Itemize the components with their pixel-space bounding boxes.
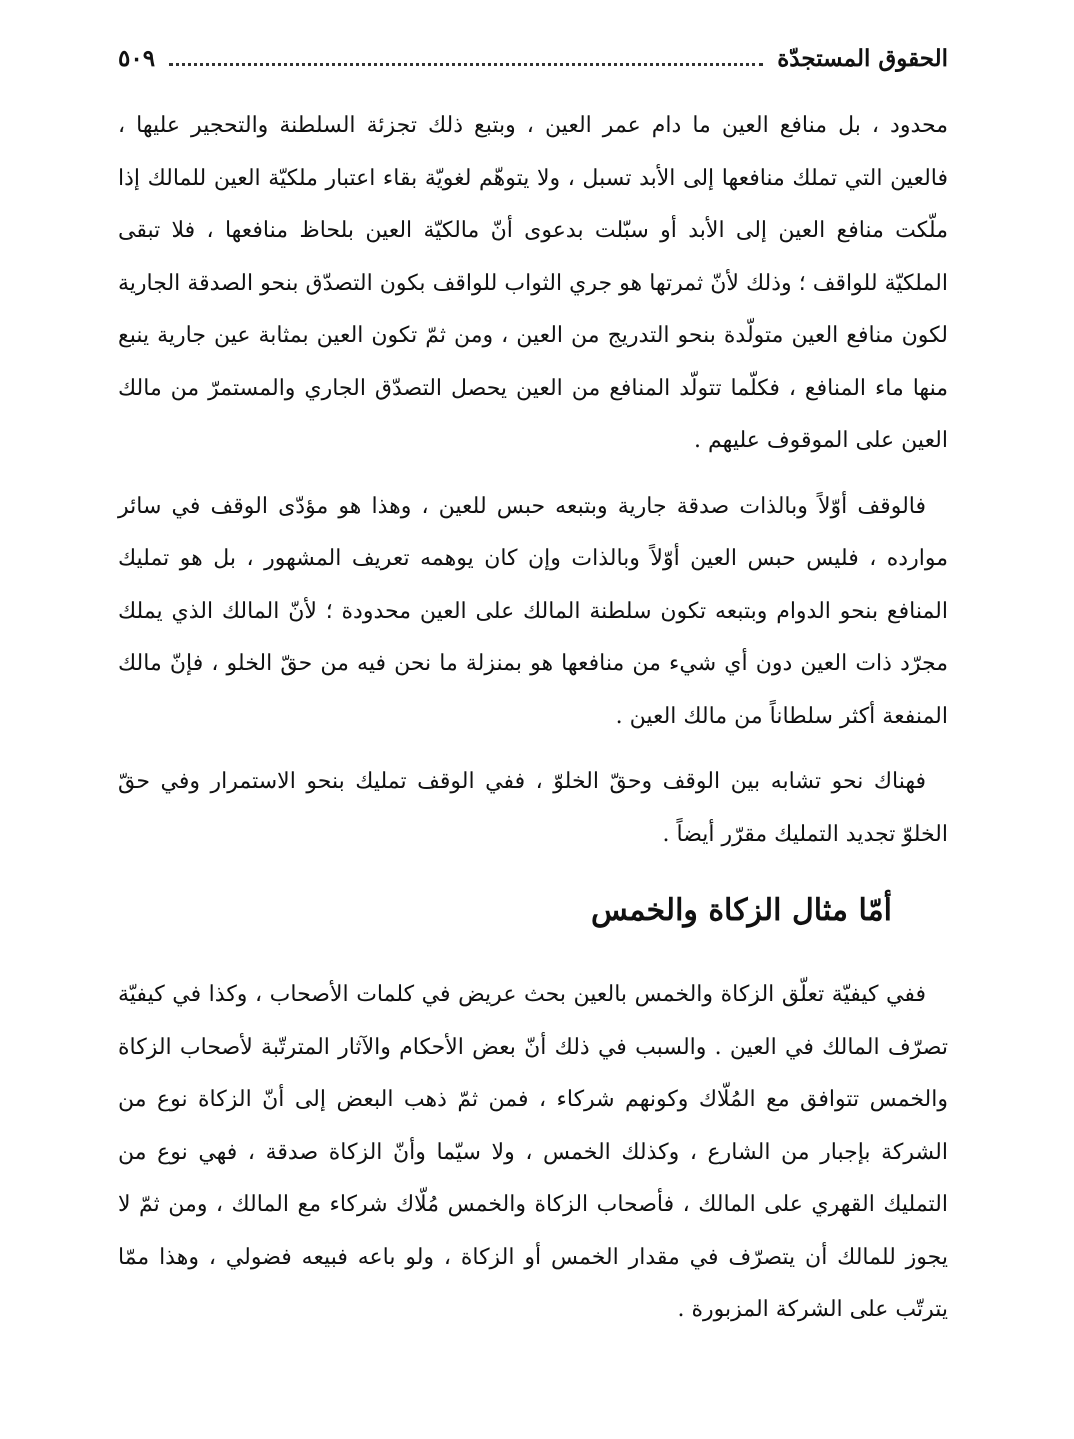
body-text [118, 100, 948, 1337]
paragraph-continuation: محدود ، بل منافع العين ما دام عمر العين ، وبتبع ذلك تجزئة السلطنة والتحجير عليها ، فالعين التي تملك منافعها إلى الأبد تسبل ، ولا يتوهّم لغويّة بقاء اعتبار ملكيّة العين للمالك إذا ملّكت منافع العين إلى الأبد أو سبّلت بدعوى أنّ مالكيّة العين بلحاظ منافعها ، فلا تبقى الملكيّة للواقف ؛ وذلك لأنّ ثمرتها هو جري الثواب للواقف بكون التصدّق بنحو الصدقة الجارية لكون منافع العين متولّدة بنحو التدريج من العين ، ومن ثمّ تكون العين بمثابة عين جارية ينبع منها ماء المنافع ، فكلّما تتولّد المنافع من العين يحصل التصدّق الجاري والمستمرّ من مالك العين على الموقوف عليهم . [118, 113, 948, 453]
page-number: ٥٠٩ [118, 44, 156, 72]
dotted-leader [169, 63, 763, 66]
book-page [118, 30, 948, 1420]
running-header [118, 30, 948, 86]
paragraph-zakat-khums: ففي كيفيّة تعلّق الزكاة والخمس بالعين بحث عريض في كلمات الأصحاب ، وكذا في كيفيّة تصرّف المالك في العين . والسبب في ذلك أنّ بعض الأحكام والآثار المترتّبة لأصحاب الزكاة والخمس تتوافق مع المُلّاك وكونهم شركاء ، فمن ثمّ ذهب البعض إلى أنّ الزكاة نوع من الشركة بإجبار من الشارع ، وكذلك الخمس ، ولا سيّما وأنّ الزكاة صدقة ، فهي نوع من التمليك القهري على المالك ، فأصحاب الزكاة والخمس مُلّاك شركاء مع المالك ، ومن ثمّ لا يجوز للمالك أن يتصرّف في مقدار الخمس أو الزكاة ، ولو باعه فبيعه فضولي ، وهذا ممّا يترتّب على الشركة المزبورة . [118, 982, 949, 1322]
paragraph-waqf-comparison: فهناك نحو تشابه بين الوقف وحقّ الخلوّ ، ففي الوقف تمليك بنحو الاستمرار وفي حقّ الخلوّ تجديد التمليك مقرّر أيضاً . [118, 769, 948, 847]
paragraph-waqf-definition: فالوقف أوّلاً وبالذات صدقة جارية وبتبعه حبس للعين ، وهذا هو مؤدّى الوقف في سائر موارده ، فليس حبس العين أوّلاً وبالذات وإن كان يوهمه تعريف المشهور ، بل هو تمليك المنافع بنحو الدوام وبتبعه تكون سلطنة المالك على العين محدودة ؛ لأنّ المالك الذي يملك مجرّد ذات العين دون أي شيء من منافعها هو بمنزلة ما نحن فيه من حقّ الخلو ، فإنّ مالك المنفعة أكثر سلطاناً من مالك العين . [118, 493, 948, 729]
running-header-title: الحقوق المستجدّة [777, 44, 948, 72]
section-heading: أمّا مثال الزكاة والخمس [590, 893, 892, 928]
